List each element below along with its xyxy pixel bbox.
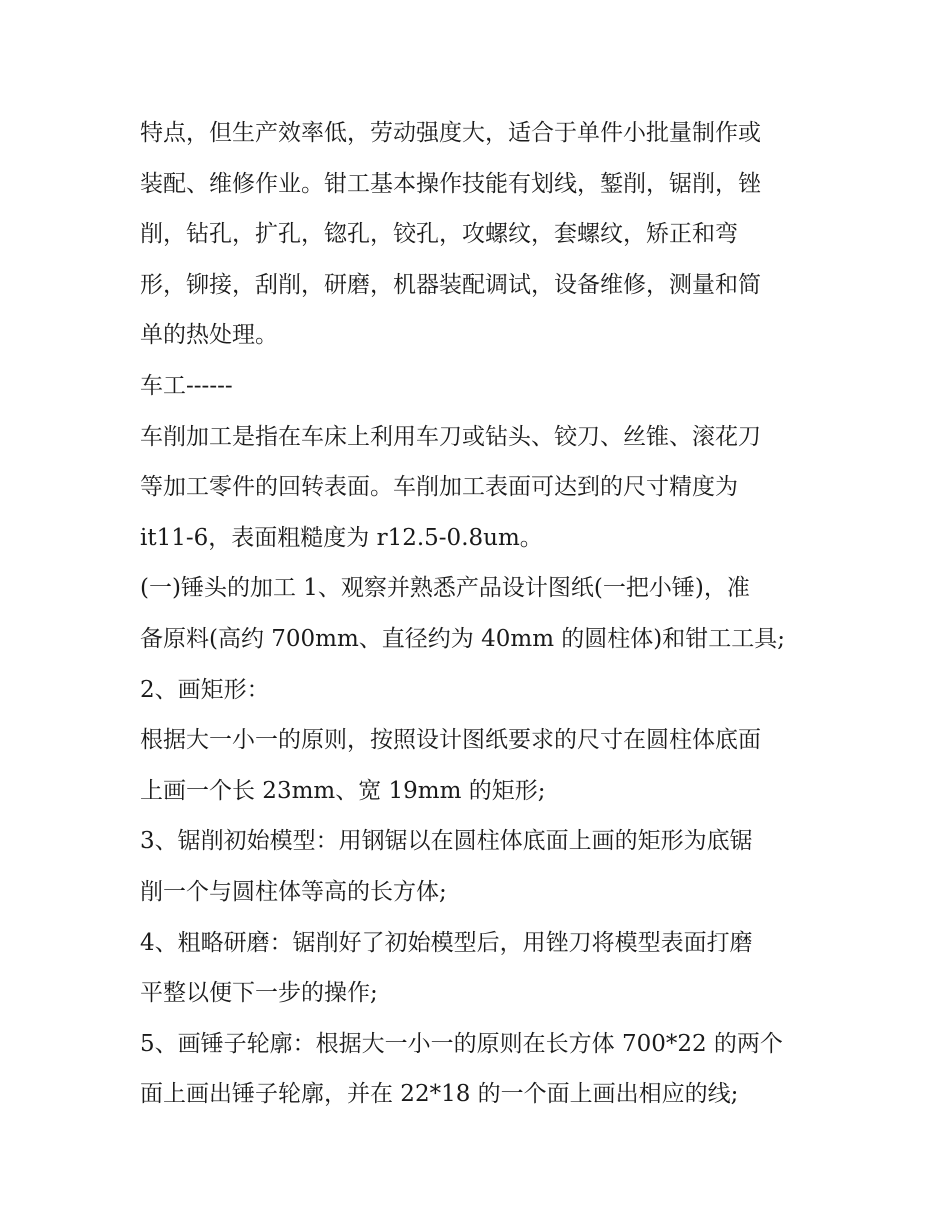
text-line: 5、画锤子轮廓：根据大一小一的原则在长方体 700*22 的两个 (140, 1030, 783, 1057)
text-line: 平整以便下一步的操作; (140, 980, 378, 1007)
text-line: 上画一个长 23mm、宽 19mm 的矩形; (140, 777, 546, 804)
text-line: 削一个与圆柱体等高的长方体; (140, 878, 447, 905)
step-heading: 2、画矩形： (140, 676, 270, 703)
text-line: 备原料(高约 700mm、直径约为 40mm 的圆柱体)和钳工工具; (140, 625, 786, 652)
text-line: 4、粗略研磨：锯削好了初始模型后，用锉刀将模型表面打磨 (140, 929, 753, 956)
text-line: 等加工零件的回转表面。车削加工表面可达到的尺寸精度为 (140, 474, 738, 501)
section-heading: 车工------ (140, 372, 233, 399)
text-line: 面上画出锤子轮廓，并在 22*18 的一个面上画出相应的线; (140, 1081, 739, 1108)
text-line: 装配、维修作业。钳工基本操作技能有划线，錾削，锯削，锉 (140, 170, 761, 197)
text-line: 车削加工是指在车床上利用车刀或钻头、铰刀、丝锥、滚花刀 (140, 423, 761, 450)
text-line: 3、锯削初始模型：用钢锯以在圆柱体底面上画的矩形为底锯 (140, 828, 753, 855)
text-line: 单的热处理。 (140, 322, 278, 349)
text-line: (一)锤头的加工 1、观察并熟悉产品设计图纸(一把小锤)，准 (140, 575, 750, 602)
text-line: 削，钻孔，扩孔，锪孔，铰孔，攻螺纹，套螺纹，矫正和弯 (140, 221, 738, 248)
text-line: 根据大一小一的原则，按照设计图纸要求的尺寸在圆柱体底面 (140, 727, 761, 754)
document-body (140, 108, 820, 1120)
text-line: 特点，但生产效率低，劳动强度大，适合于单件小批量制作或 (140, 120, 761, 146)
text-line: it11-6，表面粗糙度为 r12.5-0.8um。 (140, 524, 543, 551)
text-line: 形，铆接，刮削，研磨，机器装配调试，设备维修，测量和简 (140, 271, 761, 298)
